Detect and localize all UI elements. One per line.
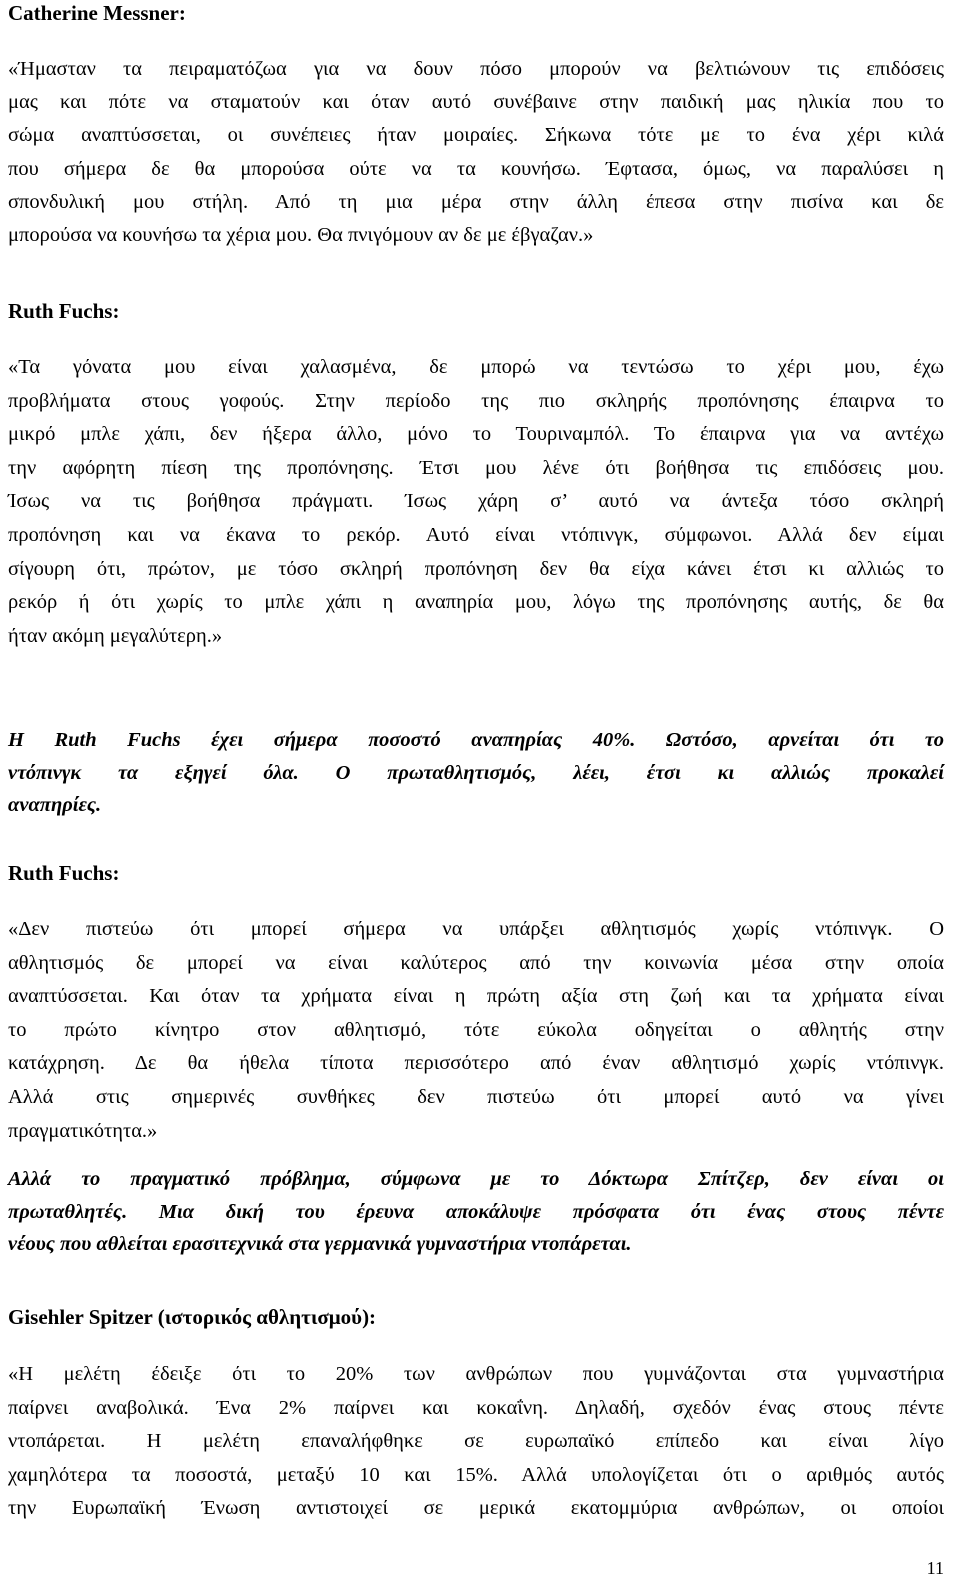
- speaker-heading: Ruth Fuchs:: [8, 299, 120, 323]
- narration-paragraph: [8, 724, 944, 822]
- text-line: αναπτύσσεται. Και όταν τα χρήματα είναι η πρώτη αξία στη ζωή και τα χρήματα είναι: [8, 985, 944, 1008]
- text-line: Ίσως να τις βοήθησα πράγματι. Ίσως χάρη σ’ αυτό να άντεξα τόσο σκληρή: [8, 490, 944, 513]
- text-line: πραγματικότητα.»: [8, 1119, 158, 1142]
- speaker-heading: Catherine Messner:: [8, 1, 186, 25]
- quote-paragraph: [8, 913, 944, 1148]
- speaker-heading: Ruth Fuchs:: [8, 861, 120, 885]
- text-line: Η Ruth Fuchs έχει σήμερα ποσοστό αναπηρίας 40%. Ωστόσο, αρνείται ότι το: [8, 729, 944, 751]
- text-line: πρωταθλητές. Μια δική του έρευνα αποκάλυψε πρόσφατα ότι ένας στους πέντε: [8, 1200, 944, 1223]
- text-line: ντόπινγκ τα εξηγεί όλα. Ο πρωταθλητισμός, λέει, έτσι κι αλλιώς προκαλεί: [8, 761, 944, 784]
- text-line: αναπηρίες.: [8, 794, 102, 816]
- quote-block-fuchs-1: [8, 298, 944, 653]
- text-line: προπόνηση και να έκανα το ρεκόρ. Αυτό είναι ντόπινγκ, σύμφωνοι. Αλλά δεν είμαι: [8, 523, 944, 546]
- text-line: κατάχρηση. Δε θα ήθελα τίποτα περισσότερο από έναν αθλητισμό χωρίς ντόπινγκ.: [8, 1052, 944, 1075]
- text-line: ήταν ακόμη μεγαλύτερη.»: [8, 624, 223, 647]
- quote-paragraph: [8, 1358, 944, 1526]
- text-line: μας και πότε να σταματούν και όταν αυτό συνέβαινε στην παιδική μας ηλικία που το: [8, 91, 944, 114]
- page-number: 11: [926, 1558, 944, 1578]
- text-line: προβλήματα στους γοφούς. Στην περίοδο της πιο σκληρής προπόνησης έπαιρνα το: [8, 389, 944, 412]
- quote-block-fuchs-2: [8, 860, 944, 1148]
- text-line: ρεκόρ ή ότι χωρίς το μπλε χάπι η αναπηρία μου, λόγω της προπόνησης αυτής, δε θα: [8, 591, 944, 614]
- text-line: «Δεν πιστεύω ότι μπορεί σήμερα να υπάρξει αθλητισμός χωρίς ντόπινγκ. Ο: [8, 918, 944, 940]
- narration-block-2: [8, 1163, 944, 1261]
- text-line: ντοπάρεται. Η μελέτη επαναλήφθηκε σε ευρωπαϊκό επίπεδο και είναι λίγο: [8, 1430, 944, 1453]
- quote-paragraph: [8, 351, 944, 653]
- text-line: νέους που αθλείται ερασιτεχνικά στα γερμανικά γυμναστήρια ντοπάρεται.: [8, 1233, 632, 1255]
- quote-block-messner: [8, 0, 944, 252]
- text-line: Αλλά στις σημερινές συνθήκες δεν πιστεύω ότι μπορεί αυτό να γίνει: [8, 1085, 944, 1108]
- text-line: αθλητισμός δε μπορεί να είναι καλύτερος από την κοινωνία μέσα στην οποία: [8, 951, 944, 974]
- text-line: το πρώτο κίνητρο στον αθλητισμό, τότε εύκολα οδηγείται ο αθλητής στην: [8, 1018, 944, 1041]
- speaker-heading: Gisehler Spitzer (ιστορικός αθλητισμού):: [8, 1305, 377, 1329]
- text-line: σπονδυλική μου στήλη. Από τη μια μέρα στην άλλη έπεσα στην πισίνα και δε: [8, 190, 944, 213]
- text-line: «Η μελέτη έδειξε ότι το 20% των ανθρώπων που γυμνάζονται στα γυμναστήρια: [8, 1363, 944, 1385]
- quote-block-spitzer: [8, 1304, 944, 1526]
- text-line: «Ήμασταν τα πειραματόζωα για να δουν πόσο μπορούν να βελτιώνουν τις επιδόσεις: [8, 58, 944, 80]
- text-line: χαμηλότερα τα ποσοστά, μεταξύ 10 και 15%. Αλλά υπολογίζεται ότι ο αριθμός αυτός: [8, 1463, 944, 1486]
- text-line: μπορούσα να κουνήσω τα χέρια μου. Θα πνιγόμουν αν δε με έβγαζαν.»: [8, 224, 594, 247]
- text-line: μικρό μπλε χάπι, δεν ήξερα άλλο, μόνο το Τουριναμπόλ. Το έπαιρνα για να αντέχω: [8, 423, 944, 446]
- text-line: σίγουρη ότι, πρώτον, με τόσο σκληρή προπόνηση δεν θα είχα κάνει έτσι κι αλλιώς το: [8, 557, 944, 580]
- text-line: σώμα αναπτύσσεται, οι συνέπειες ήταν μοιραίες. Σήκωνα τότε με το ένα χέρι κιλά: [8, 124, 944, 147]
- narration-block-1: [8, 724, 944, 822]
- quote-paragraph: [8, 53, 944, 252]
- text-line: την αφόρητη πίεση της προπόνησης. Έτσι μου λένε ότι βοήθησα τις επιδόσεις μου.: [8, 456, 944, 479]
- text-line: «Τα γόνατα μου είναι χαλασμένα, δε μπορώ να τεντώσω το χέρι μου, έχω: [8, 356, 944, 378]
- text-line: την Ευρωπαϊκή Ένωση αντιστοιχεί σε μερικά εκατομμύρια ανθρώπων, οι οποίοι: [8, 1497, 944, 1520]
- text-line: που σήμερα δε θα μπορούσα ούτε να τα κουνήσω. Έφτασα, όμως, να παραλύσει η: [8, 157, 944, 180]
- text-line: Αλλά το πραγματικό πρόβλημα, σύμφωνα με το Δόκτωρα Σπίτζερ, δεν είναι οι: [8, 1168, 944, 1190]
- text-line: παίρνει αναβολικά. Ένα 2% παίρνει και κοκαΐνη. Δηλαδή, σχεδόν ένας στους πέντε: [8, 1396, 944, 1419]
- narration-paragraph: [8, 1163, 944, 1261]
